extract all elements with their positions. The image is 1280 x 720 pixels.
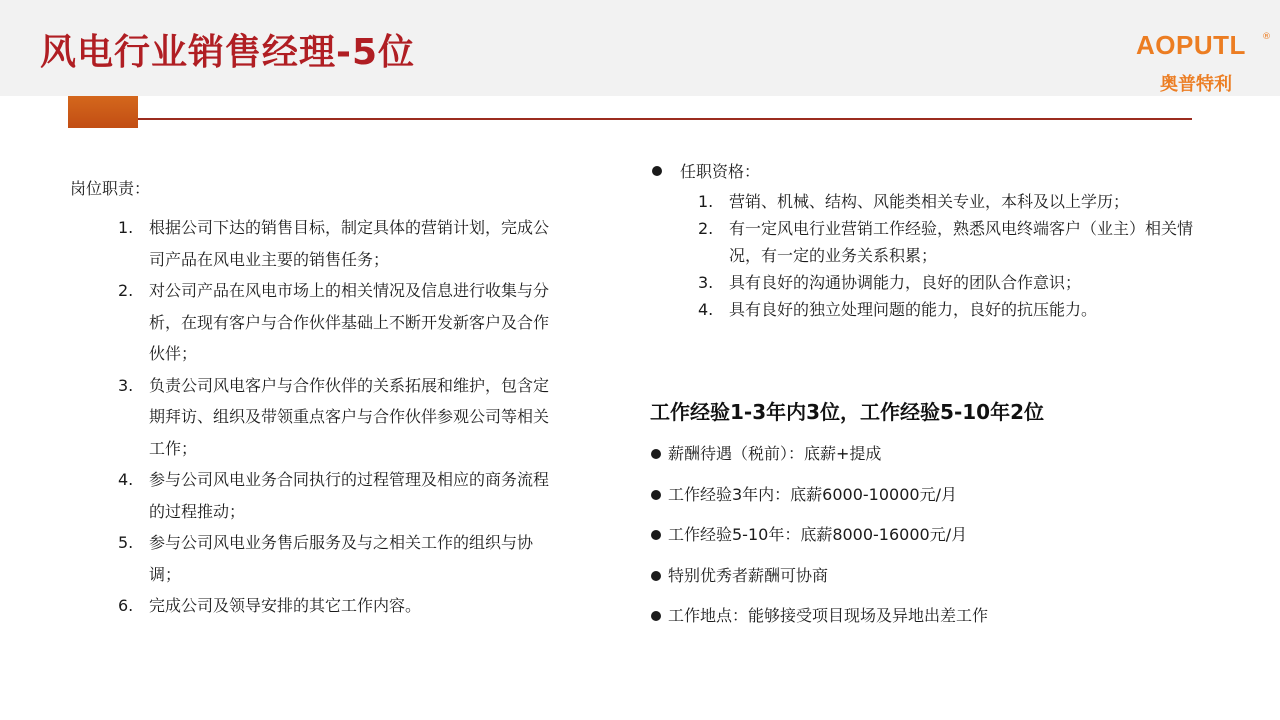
company-logo [1132, 30, 1271, 98]
logo-wordmark: AOPUTL [1136, 30, 1246, 60]
qualification-number: 2. [698, 219, 714, 238]
logo-chinese-name: 奥普特利 [1160, 74, 1232, 95]
duty-text: 对公司产品在风电市场上的相关情况及信息进行收集与分析，在现有客户与合作伙伴基础上不断开发新客户及合作伙伴； [149, 281, 550, 363]
pay-item [650, 521, 1210, 562]
duty-item [118, 464, 558, 527]
qualification-number: 4. [698, 300, 714, 319]
qualification-text: 营销、机械、结构、风能类相关专业，本科及以上学历； [729, 192, 1130, 211]
qualifications-list [698, 188, 1198, 323]
duty-number: 2. [118, 281, 134, 300]
duty-item [118, 590, 558, 622]
bullet-icon [651, 571, 661, 581]
bullet-icon [651, 449, 661, 459]
duty-number: 6. [118, 596, 134, 615]
duty-item [118, 370, 558, 465]
accent-block [68, 96, 138, 128]
qualification-number: 1. [698, 192, 714, 211]
pay-text: 工作经验5-10年：底薪8000-16000元/月 [668, 525, 968, 544]
duty-text: 根据公司下达的销售目标，制定具体的营销计划，完成公司产品在风电业主要的销售任务； [149, 218, 550, 269]
experience-heading: 工作经验1-3年内3位，工作经验5-10年2位 [650, 400, 1045, 424]
pay-text: 工作经验3年内：底薪6000-10000元/月 [668, 484, 957, 504]
duty-text: 完成公司及领导安排的其它工作内容。 [149, 596, 422, 615]
duty-number: 5. [118, 533, 134, 552]
qualification-text: 具有良好的独立处理问题的能力，良好的抗压能力。 [729, 300, 1098, 319]
duty-text: 参与公司风电业务售后服务及与之相关工作的组织与协调； [149, 533, 534, 584]
duties-list [118, 212, 558, 622]
qualification-number: 3. [698, 273, 714, 292]
duty-number: 1. [118, 218, 134, 237]
pay-text: 工作地点：能够接受项目现场及异地出差工作 [668, 606, 989, 625]
pay-text: 薪酬待遇（税前）：底薪+提成 [668, 444, 882, 463]
bullet-icon [651, 490, 661, 500]
duty-number: 3. [118, 375, 134, 395]
pay-item [650, 481, 1210, 522]
duty-item [118, 212, 558, 275]
qualification-item [698, 215, 1198, 269]
pay-item [650, 440, 1210, 481]
duties-heading: 岗位职责： [70, 179, 151, 198]
qualifications-heading-text: 任职资格： [680, 162, 761, 181]
bullet-icon [651, 611, 661, 621]
duty-text: 参与公司风电业务合同执行的过程管理及相应的商务流程的过程推动； [149, 470, 550, 521]
pay-item [650, 602, 1210, 643]
page-title: 风电行业销售经理-5位 [40, 32, 415, 73]
qualification-text: 有一定风电行业营销工作经验，熟悉风电终端客户（业主）相关情况，有一定的业务关系积累； [729, 219, 1194, 265]
pay-list [650, 440, 1210, 643]
qualifications-section [650, 156, 1210, 323]
qualifications-heading [650, 156, 1210, 188]
bullet-icon [652, 166, 662, 176]
qualification-item [698, 188, 1198, 215]
duty-item [118, 275, 558, 370]
registered-mark: ® [1262, 32, 1271, 42]
pay-item [650, 562, 1210, 603]
pay-text: 特别优秀者薪酬可协商 [668, 565, 829, 585]
title-divider [138, 118, 1192, 120]
duty-item [118, 527, 558, 590]
bullet-icon [651, 530, 661, 540]
qualification-text: 具有良好的沟通协调能力，良好的团队合作意识； [729, 273, 1082, 292]
duty-number: 4. [118, 470, 134, 489]
duty-text: 负责公司风电客户与合作伙伴的关系拓展和维护，包含定期拜访、组织及带领重点客户与合作伙伴参观公司等相关工作； [149, 375, 550, 458]
qualification-item [698, 269, 1198, 296]
qualification-item [698, 296, 1198, 323]
